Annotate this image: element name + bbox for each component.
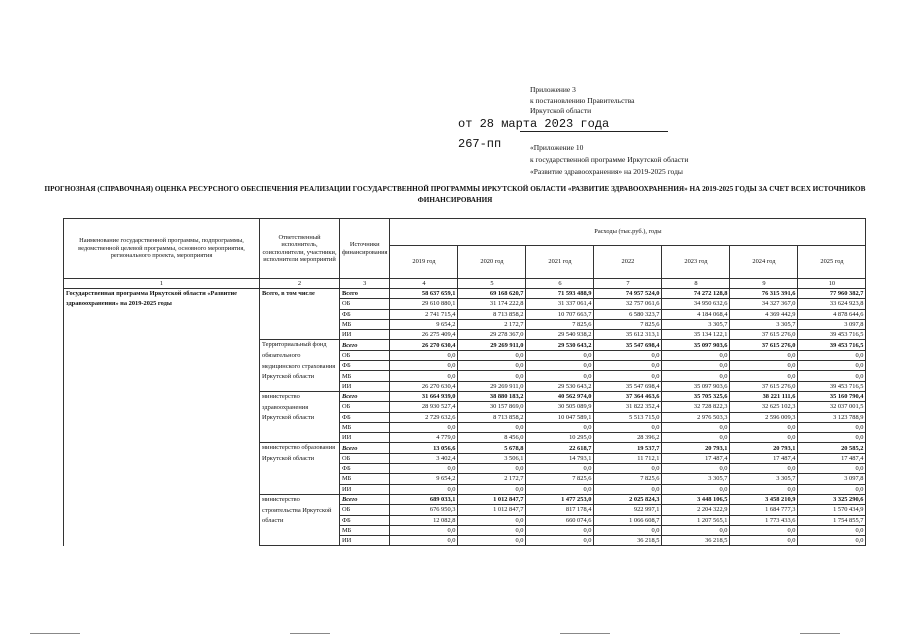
value-cell: 0,0 <box>526 536 594 546</box>
value-cell: 4 369 442,9 <box>730 309 798 319</box>
value-cell: 7 825,6 <box>594 319 662 329</box>
value-cell: 31 337 061,4 <box>526 299 594 309</box>
value-cell: 0,0 <box>730 484 798 494</box>
value-cell: 29 530 643,2 <box>526 340 594 350</box>
value-cell: 0,0 <box>526 464 594 474</box>
value-cell: 32 728 822,3 <box>662 402 730 412</box>
value-cell: 3 305,7 <box>730 319 798 329</box>
value-cell: 0,0 <box>662 422 730 432</box>
value-cell: 7 825,6 <box>594 474 662 484</box>
value-cell: 0,0 <box>594 361 662 371</box>
value-cell: 0,0 <box>662 464 730 474</box>
year-header: 2021 год <box>526 246 594 279</box>
value-cell: 0,0 <box>526 371 594 381</box>
value-cell: 0,0 <box>526 422 594 432</box>
column-index: 1 <box>64 279 260 289</box>
value-cell: 3 448 106,5 <box>662 494 730 504</box>
value-cell: 0,0 <box>730 422 798 432</box>
column-index: 9 <box>730 279 798 289</box>
value-cell: 35 705 325,6 <box>662 391 730 401</box>
value-cell: 29 278 367,0 <box>458 330 526 340</box>
value-cell: 3 097,8 <box>798 319 866 329</box>
page-edge-mark <box>560 633 610 634</box>
value-cell: 36 218,5 <box>662 536 730 546</box>
column-index: 3 <box>340 279 390 289</box>
decree-date: от 28 марта 2023 года <box>458 117 610 131</box>
column-index: 4 <box>390 279 458 289</box>
value-cell: 39 453 716,5 <box>798 340 866 350</box>
value-cell: 5 678,8 <box>458 443 526 453</box>
value-cell: 32 757 061,6 <box>594 299 662 309</box>
value-cell: 0,0 <box>798 536 866 546</box>
value-cell: 7 825,6 <box>526 474 594 484</box>
header-sources: Источники финансирования <box>340 219 390 279</box>
source-cell: ИИ <box>340 381 390 391</box>
source-cell: ФБ <box>340 309 390 319</box>
value-cell: 22 618,7 <box>526 443 594 453</box>
value-cell: 689 033,1 <box>390 494 458 504</box>
value-cell: 28 396,2 <box>594 433 662 443</box>
value-cell: 69 168 620,7 <box>458 289 526 299</box>
value-cell: 0,0 <box>458 536 526 546</box>
value-cell: 0,0 <box>526 350 594 360</box>
index-row <box>64 279 866 289</box>
value-cell: 0,0 <box>390 464 458 474</box>
value-cell: 26 270 630,4 <box>390 381 458 391</box>
value-cell: 35 547 698,4 <box>594 381 662 391</box>
executor-cell: министерство образования Иркутской области <box>260 443 340 494</box>
source-cell: ИИ <box>340 330 390 340</box>
value-cell: 0,0 <box>662 525 730 535</box>
source-cell: Всего <box>340 289 390 299</box>
value-cell: 37 615 276,0 <box>730 340 798 350</box>
appendix-line: Иркутской области <box>530 106 592 115</box>
value-cell: 0,0 <box>458 484 526 494</box>
value-cell: 2 204 322,9 <box>662 505 730 515</box>
value-cell: 17 487,4 <box>662 453 730 463</box>
value-cell: 32 625 102,3 <box>730 402 798 412</box>
value-cell: 35 097 903,6 <box>662 381 730 391</box>
value-cell: 4 184 068,4 <box>662 309 730 319</box>
appendix10-block <box>530 142 688 178</box>
value-cell: 28 930 527,4 <box>390 402 458 412</box>
header-executor: Ответственный исполнитель, соисполнители, участники, исполнители мероприятий <box>260 219 340 279</box>
value-cell: 13 056,6 <box>390 443 458 453</box>
source-cell: ФБ <box>340 515 390 525</box>
value-cell: 2 172,7 <box>458 474 526 484</box>
value-cell: 11 712,1 <box>594 453 662 463</box>
source-cell: МБ <box>340 525 390 535</box>
source-cell: МБ <box>340 422 390 432</box>
source-cell: Всего <box>340 340 390 350</box>
value-cell: 30 157 869,0 <box>458 402 526 412</box>
value-cell: 2 025 824,3 <box>594 494 662 504</box>
value-cell: 2 741 715,4 <box>390 309 458 319</box>
value-cell: 40 562 974,0 <box>526 391 594 401</box>
value-cell: 0,0 <box>730 361 798 371</box>
value-cell: 2 172,7 <box>458 319 526 329</box>
value-cell: 0,0 <box>526 484 594 494</box>
value-cell: 29 540 938,2 <box>526 330 594 340</box>
value-cell: 3 506,1 <box>458 453 526 463</box>
value-cell: 12 082,8 <box>390 515 458 525</box>
column-index: 2 <box>260 279 340 289</box>
column-index: 8 <box>662 279 730 289</box>
resource-table <box>63 218 866 546</box>
value-cell: 26 275 409,4 <box>390 330 458 340</box>
value-cell: 0,0 <box>730 536 798 546</box>
date-underline <box>520 131 668 132</box>
value-cell: 0,0 <box>798 484 866 494</box>
value-cell: 0,0 <box>390 525 458 535</box>
value-cell: 4 779,0 <box>390 433 458 443</box>
value-cell: 0,0 <box>594 464 662 474</box>
source-cell: ИИ <box>340 536 390 546</box>
value-cell: 10 707 663,7 <box>526 309 594 319</box>
value-cell: 20 585,2 <box>798 443 866 453</box>
document-title: ПРОГНОЗНАЯ (СПРАВОЧНАЯ) ОЦЕНКА РЕСУРСНОГО ОБЕСПЕЧЕНИЯ РЕАЛИЗАЦИИ ГОСУДАРСТВЕННОЙ ПРОГРАММЫ ИРКУТСКОЙ ОБЛАСТИ «РАЗВИТИЕ ЗДРАВООХРАНЕНИЯ» НА 2019-2025 ГОДЫ ЗА СЧЕТ ВСЕХ ИСТОЧНИКОВ ФИНАНСИРОВАНИЯ <box>44 185 866 204</box>
value-cell: 9 654,2 <box>390 474 458 484</box>
value-cell: 0,0 <box>390 536 458 546</box>
value-cell: 0,0 <box>798 361 866 371</box>
source-cell: МБ <box>340 371 390 381</box>
value-cell: 0,0 <box>798 371 866 381</box>
value-cell: 0,0 <box>458 464 526 474</box>
value-cell: 0,0 <box>458 515 526 525</box>
value-cell: 0,0 <box>798 350 866 360</box>
value-cell: 0,0 <box>798 422 866 432</box>
source-cell: ИИ <box>340 484 390 494</box>
value-cell: 29 269 911,0 <box>458 381 526 391</box>
value-cell: 0,0 <box>662 371 730 381</box>
source-cell: Всего <box>340 494 390 504</box>
value-cell: 34 950 632,6 <box>662 299 730 309</box>
value-cell: 3 402,4 <box>390 453 458 463</box>
source-cell: МБ <box>340 319 390 329</box>
source-cell: ОБ <box>340 505 390 515</box>
column-index: 10 <box>798 279 866 289</box>
value-cell: 29 269 911,0 <box>458 340 526 350</box>
value-cell: 20 793,1 <box>730 443 798 453</box>
value-cell: 19 537,7 <box>594 443 662 453</box>
appendix-block <box>530 85 634 117</box>
source-cell: Всего <box>340 443 390 453</box>
value-cell: 39 453 716,5 <box>798 381 866 391</box>
value-cell: 817 178,4 <box>526 505 594 515</box>
value-cell: 3 097,8 <box>798 474 866 484</box>
value-cell: 0,0 <box>458 361 526 371</box>
value-cell: 10 295,0 <box>526 433 594 443</box>
value-cell: 922 997,1 <box>594 505 662 515</box>
value-cell: 76 315 391,6 <box>730 289 798 299</box>
value-cell: 2 596 009,3 <box>730 412 798 422</box>
value-cell: 3 305,7 <box>662 474 730 484</box>
value-cell: 6 580 323,7 <box>594 309 662 319</box>
source-cell: ФБ <box>340 412 390 422</box>
value-cell: 38 880 183,2 <box>458 391 526 401</box>
value-cell: 0,0 <box>390 371 458 381</box>
value-cell: 30 505 089,9 <box>526 402 594 412</box>
value-cell: 29 530 643,2 <box>526 381 594 391</box>
value-cell: 29 610 880,1 <box>390 299 458 309</box>
value-cell: 74 957 524,0 <box>594 289 662 299</box>
executor-cell: министерство строительства Иркутской области <box>260 494 340 545</box>
value-cell: 0,0 <box>458 525 526 535</box>
value-cell: 0,0 <box>662 361 730 371</box>
value-cell: 0,0 <box>730 464 798 474</box>
source-cell: ИИ <box>340 433 390 443</box>
page-edge-mark <box>30 633 80 634</box>
value-cell: 676 950,3 <box>390 505 458 515</box>
value-cell: 0,0 <box>798 433 866 443</box>
value-cell: 1 570 434,9 <box>798 505 866 515</box>
value-cell: 0,0 <box>390 422 458 432</box>
value-cell: 1 066 608,7 <box>594 515 662 525</box>
value-cell: 0,0 <box>594 525 662 535</box>
value-cell: 0,0 <box>730 371 798 381</box>
year-header: 2019 год <box>390 246 458 279</box>
value-cell: 35 134 122,1 <box>662 330 730 340</box>
value-cell: 0,0 <box>526 525 594 535</box>
value-cell: 0,0 <box>798 525 866 535</box>
value-cell: 3 123 788,9 <box>798 412 866 422</box>
value-cell: 0,0 <box>594 422 662 432</box>
value-cell: 35 160 790,4 <box>798 391 866 401</box>
value-cell: 3 458 210,9 <box>730 494 798 504</box>
value-cell: 0,0 <box>526 361 594 371</box>
column-index: 6 <box>526 279 594 289</box>
value-cell: 0,0 <box>390 484 458 494</box>
value-cell: 0,0 <box>730 433 798 443</box>
value-cell: 0,0 <box>730 350 798 360</box>
value-cell: 0,0 <box>594 484 662 494</box>
value-cell: 1 684 777,3 <box>730 505 798 515</box>
appendix-line: Приложение 3 <box>530 85 576 94</box>
decree-number: 267-пп <box>458 137 502 151</box>
value-cell: 38 221 111,6 <box>730 391 798 401</box>
year-header: 2023 год <box>662 246 730 279</box>
value-cell: 2 976 503,3 <box>662 412 730 422</box>
value-cell: 8 713 858,2 <box>458 309 526 319</box>
value-cell: 4 878 644,6 <box>798 309 866 319</box>
table-row <box>64 289 866 299</box>
value-cell: 8 456,0 <box>458 433 526 443</box>
source-cell: ОБ <box>340 402 390 412</box>
value-cell: 0,0 <box>662 350 730 360</box>
value-cell: 1 773 433,6 <box>730 515 798 525</box>
value-cell: 0,0 <box>458 422 526 432</box>
value-cell: 36 218,5 <box>594 536 662 546</box>
value-cell: 34 327 367,0 <box>730 299 798 309</box>
value-cell: 9 654,2 <box>390 319 458 329</box>
value-cell: 0,0 <box>662 484 730 494</box>
source-cell: ОБ <box>340 350 390 360</box>
appendix10-line: «Приложение 10 <box>530 143 584 152</box>
value-cell: 0,0 <box>594 350 662 360</box>
value-cell: 0,0 <box>458 350 526 360</box>
appendix-line: к постановлению Правительства <box>530 95 635 105</box>
value-cell: 31 664 939,0 <box>390 391 458 401</box>
value-cell: 0,0 <box>798 464 866 474</box>
value-cell: 1 477 253,0 <box>526 494 594 504</box>
executor-cell: Территориальный фонд обязательного медицинского страхования Иркутской области <box>260 340 340 391</box>
source-cell: ОБ <box>340 453 390 463</box>
value-cell: 33 624 923,8 <box>798 299 866 309</box>
header-expenses: Расходы (тыс.руб.), годы <box>390 219 866 246</box>
source-cell: Всего <box>340 391 390 401</box>
value-cell: 3 305,7 <box>730 474 798 484</box>
value-cell: 0,0 <box>390 350 458 360</box>
value-cell: 3 325 290,6 <box>798 494 866 504</box>
value-cell: 3 305,7 <box>662 319 730 329</box>
page-edge-mark <box>290 633 330 634</box>
value-cell: 20 793,1 <box>662 443 730 453</box>
value-cell: 35 547 698,4 <box>594 340 662 350</box>
value-cell: 32 037 001,5 <box>798 402 866 412</box>
source-cell: МБ <box>340 474 390 484</box>
header-row <box>64 219 866 246</box>
value-cell: 1 012 847,7 <box>458 505 526 515</box>
value-cell: 0,0 <box>730 525 798 535</box>
value-cell: 0,0 <box>458 371 526 381</box>
value-cell: 2 729 632,6 <box>390 412 458 422</box>
appendix10-line: «Развитие здравоохранения» на 2019-2025 годы <box>530 167 683 176</box>
program-name: Государственная программа Иркутской области «Развитие здравоохранения» на 2019-2025 годы <box>64 289 260 546</box>
value-cell: 14 793,1 <box>526 453 594 463</box>
column-index: 5 <box>458 279 526 289</box>
value-cell: 58 637 659,1 <box>390 289 458 299</box>
value-cell: 31 822 352,4 <box>594 402 662 412</box>
value-cell: 1 207 565,1 <box>662 515 730 525</box>
value-cell: 37 364 463,6 <box>594 391 662 401</box>
value-cell: 7 825,6 <box>526 319 594 329</box>
value-cell: 17 487,4 <box>798 453 866 463</box>
value-cell: 0,0 <box>390 361 458 371</box>
value-cell: 1 754 855,7 <box>798 515 866 525</box>
value-cell: 8 713 858,2 <box>458 412 526 422</box>
value-cell: 35 612 313,1 <box>594 330 662 340</box>
source-cell: ОБ <box>340 299 390 309</box>
value-cell: 10 047 589,1 <box>526 412 594 422</box>
value-cell: 1 012 847,7 <box>458 494 526 504</box>
header-name: Наименование государственной программы, подпрограммы, ведомственной целевой программы, основного мероприятия, регионального проекта, мероприятия <box>64 219 260 279</box>
page-edge-mark <box>800 633 840 634</box>
year-header: 2022 <box>594 246 662 279</box>
value-cell: 71 593 488,9 <box>526 289 594 299</box>
appendix10-line: к государственной программе Иркутской области <box>530 155 689 164</box>
value-cell: 39 453 716,5 <box>798 330 866 340</box>
year-header: 2025 год <box>798 246 866 279</box>
value-cell: 5 513 715,0 <box>594 412 662 422</box>
value-cell: 35 097 903,6 <box>662 340 730 350</box>
value-cell: 0,0 <box>594 371 662 381</box>
value-cell: 74 272 128,8 <box>662 289 730 299</box>
source-cell: ФБ <box>340 361 390 371</box>
value-cell: 37 615 276,0 <box>730 381 798 391</box>
column-index: 7 <box>594 279 662 289</box>
value-cell: 77 960 382,7 <box>798 289 866 299</box>
executor-cell: Всего, в том числе <box>260 289 340 340</box>
executor-cell: министерство здравоохранения Иркутской области <box>260 391 340 442</box>
value-cell: 17 487,4 <box>730 453 798 463</box>
value-cell: 26 270 630,4 <box>390 340 458 350</box>
year-header: 2020 год <box>458 246 526 279</box>
source-cell: ФБ <box>340 464 390 474</box>
value-cell: 31 174 222,8 <box>458 299 526 309</box>
value-cell: 660 074,6 <box>526 515 594 525</box>
year-header: 2024 год <box>730 246 798 279</box>
value-cell: 37 615 276,0 <box>730 330 798 340</box>
value-cell: 0,0 <box>662 433 730 443</box>
